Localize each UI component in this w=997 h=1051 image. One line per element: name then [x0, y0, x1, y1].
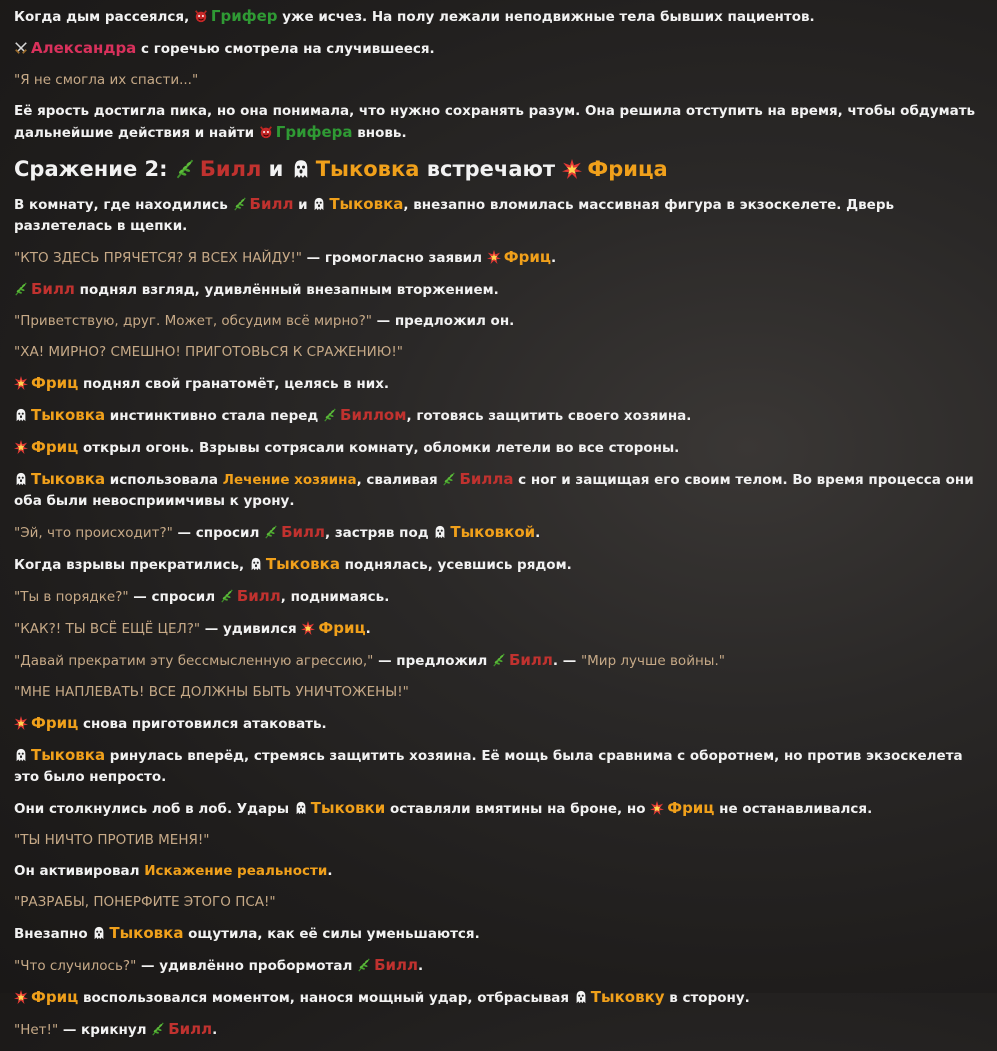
narration-text: В комнату, где находились	[14, 197, 233, 213]
name-bill: Билл	[508, 651, 553, 669]
story-paragraph	[14, 311, 983, 332]
narration-text: — удивился	[200, 621, 302, 637]
name-highlight: Тыковка	[315, 157, 420, 181]
name-highlight: Фриц	[31, 714, 79, 732]
narration-text: — крикнул	[58, 1022, 152, 1038]
narration-text: воспользовался моментом, нанося мощный удар, отбрасывая	[78, 990, 574, 1006]
narration-text: .	[212, 1022, 218, 1038]
story-paragraph	[14, 1019, 983, 1041]
name-highlight: Фриц	[31, 438, 79, 456]
quote-line	[14, 892, 983, 913]
devil-face-icon	[259, 125, 273, 139]
narration-text: Он активировал	[14, 863, 145, 879]
ghost-icon	[14, 472, 28, 486]
herb-leaf-icon	[220, 589, 234, 603]
story-paragraph	[14, 955, 983, 977]
quote-line	[14, 682, 983, 703]
ghost-icon	[249, 557, 263, 571]
narration-text: поднял свой гранатомёт, целясь в них.	[78, 376, 390, 392]
devil-face-icon	[194, 9, 208, 23]
name-highlight: Лечение хозяина	[222, 472, 357, 488]
quote-text: "Давай прекратим эту бессмысленную агрессию,"	[14, 653, 374, 669]
explosion-icon	[562, 159, 582, 179]
name-bill: Билл	[168, 1020, 213, 1038]
quote-text: "КТО ЗДЕСЬ ПРЯЧЕТСЯ? Я ВСЕХ НАЙДУ!"	[14, 250, 302, 266]
narration-text: поднялась, усевшись рядом.	[339, 557, 572, 573]
quote-text: "Нет!"	[14, 1022, 59, 1038]
story-paragraph	[14, 987, 983, 1009]
narration-text: — предложил он.	[371, 313, 515, 329]
story-paragraph	[14, 713, 983, 735]
narration-text: поднял взгляд, удивлённый внезапным вторжением.	[74, 282, 499, 298]
narration-text: Когда дым рассеялся,	[14, 9, 194, 25]
story-paragraph	[14, 38, 983, 60]
name-bill: Билл	[31, 280, 75, 298]
name-highlight: Тыковки	[310, 799, 386, 817]
herb-leaf-icon	[14, 282, 28, 296]
name-highlight: Фриц	[503, 248, 551, 266]
story-paragraph	[14, 373, 983, 395]
quote-text: "Приветствую, друг. Может, обсудим всё мирно?"	[14, 313, 372, 329]
story-paragraph	[14, 194, 983, 237]
quote-text: "КАК?! ТЫ ВСЁ ЕЩЁ ЦЕЛ?"	[14, 621, 201, 637]
story-paragraph	[14, 554, 983, 576]
ghost-icon	[92, 926, 106, 940]
narration-text: .	[535, 525, 541, 541]
narration-text: — удивлённо пробормотал	[136, 958, 358, 974]
herb-leaf-icon	[323, 408, 337, 422]
narration-text: "РАЗРАБЫ, ПОНЕРФИТЕ ЭТОГО ПСА!"	[14, 894, 276, 910]
name-griefer: Грифера	[275, 123, 353, 141]
name-highlight: Тыковка	[265, 555, 340, 573]
name-highlight: Фриц	[31, 374, 79, 392]
name-highlight: Тыковка	[31, 406, 106, 424]
herb-leaf-icon	[492, 653, 506, 667]
name-highlight: Тыковка	[31, 746, 106, 764]
herb-leaf-icon	[151, 1022, 165, 1036]
story-paragraph	[14, 437, 983, 459]
narration-text: в сторону.	[664, 990, 750, 1006]
quote-line	[14, 342, 983, 363]
name-highlight: Тыковкой	[450, 523, 536, 541]
story-paragraph	[14, 279, 983, 301]
narration-text: .	[327, 863, 333, 879]
story-paragraph	[14, 101, 983, 144]
explosion-icon	[487, 250, 501, 264]
narration-text: открыл огонь. Взрывы сотрясали комнату, обломки летели во все стороны.	[78, 440, 680, 456]
story-paragraph	[14, 405, 983, 427]
narration-text: и	[293, 197, 313, 213]
explosion-icon	[301, 621, 315, 635]
story-paragraph	[14, 745, 983, 788]
story-paragraph	[14, 861, 983, 882]
narration-text: использовала	[105, 472, 223, 488]
ghost-icon	[14, 748, 28, 762]
name-highlight: Искажение реальности	[144, 863, 328, 879]
name-bill: Билл	[236, 587, 281, 605]
narration-text: , готовясь защитить своего хозяина.	[406, 408, 692, 424]
narration-text: , застряв под	[324, 525, 434, 541]
name-alexandra: Александра	[31, 39, 137, 57]
explosion-icon	[14, 990, 28, 1004]
narration-text: ринулась вперёд, стремясь защитить хозяина. Её мощь была сравнима с оборотнем, но против экзоскелета это было непросто.	[14, 748, 963, 785]
name-highlight: Фриц	[31, 988, 79, 1006]
narration-text: "Я не смогла их спасти..."	[14, 72, 199, 88]
narration-text: встречают	[419, 157, 563, 181]
herb-leaf-icon	[233, 197, 247, 211]
name-highlight: Тыковка	[31, 470, 106, 488]
narration-text: инстинктивно стала перед	[105, 408, 324, 424]
herb-leaf-icon	[264, 525, 278, 539]
name-bill: Билла	[459, 470, 514, 488]
narration-text: снова приготовился атаковать.	[78, 716, 327, 732]
story-paragraph	[14, 6, 983, 28]
story-paragraph	[14, 469, 983, 512]
crossed-swords-icon	[14, 41, 28, 55]
name-highlight: Тыковку	[590, 988, 665, 1006]
narration-text: — предложил	[373, 653, 492, 669]
name-highlight: Фрица	[587, 157, 668, 181]
narration-text: уже исчез. На полу лежали неподвижные тела бывших пациентов.	[277, 9, 815, 25]
narration-text: Внезапно	[14, 926, 93, 942]
herb-leaf-icon	[442, 472, 456, 486]
explosion-icon	[650, 801, 664, 815]
narration-text: Они столкнулись лоб в лоб. Удары	[14, 801, 294, 817]
name-highlight: Тыковка	[329, 195, 404, 213]
quote-text: "Мир лучше войны."	[580, 653, 725, 669]
narration-text: . —	[552, 653, 581, 669]
narration-text: "ТЫ НИЧТО ПРОТИВ МЕНЯ!"	[14, 832, 210, 848]
ghost-icon	[574, 990, 588, 1004]
narration-text: Когда взрывы прекратились,	[14, 557, 249, 573]
narration-text: .	[550, 250, 557, 266]
name-highlight: Фриц	[667, 799, 715, 817]
narration-text: — громогласно заявил	[301, 250, 487, 266]
narration-text: , внезапно вломилась массивная фигура в экзоскелете. Дверь разлетелась в щепки.	[14, 197, 895, 234]
narration-text: и	[261, 157, 291, 181]
narration-text: оставляли вмятины на броне, но	[385, 801, 651, 817]
explosion-icon	[14, 376, 28, 390]
explosion-icon	[14, 716, 28, 730]
narration-text: "МНЕ НАПЛЕВАТЬ! ВСЕ ДОЛЖНЫ БЫТЬ УНИЧТОЖЕНЫ!"	[14, 684, 409, 700]
ghost-icon	[291, 159, 311, 179]
narration-text: Сражение 2:	[14, 157, 175, 181]
narration-text: .	[365, 621, 371, 637]
name-griefer: Грифер	[210, 7, 278, 25]
narration-text: — спросил	[128, 589, 220, 605]
quote-line	[14, 830, 983, 851]
herb-leaf-icon	[357, 958, 371, 972]
narration-text: ощутила, как её силы уменьшаются.	[183, 926, 480, 942]
name-bill: Биллом	[340, 406, 407, 424]
ghost-icon	[14, 408, 28, 422]
story-paragraph	[14, 522, 983, 544]
story-paragraph	[14, 586, 983, 608]
story-paragraph	[14, 923, 983, 945]
story-paragraph	[14, 247, 983, 269]
story-paragraph	[14, 618, 983, 640]
narration-text: Её ярость достигла пика, но она понимала, что нужно сохранять разум. Она решила отступить на время, чтобы обдумать дальнейшие действия и найти	[14, 103, 976, 141]
narration-text: вновь.	[352, 125, 407, 141]
name-highlight: Тыковка	[109, 924, 184, 942]
narration-text: с ног и защищая его своим телом. Во время процесса они оба были невосприимчивы к урону.	[14, 472, 974, 509]
ghost-icon	[294, 801, 308, 815]
quote-line	[14, 70, 983, 91]
name-bill: Билл	[281, 523, 325, 541]
ghost-icon	[312, 197, 326, 211]
name-highlight: Фриц	[318, 619, 366, 637]
quote-text: "Эй, что происходит?"	[14, 525, 173, 541]
narration-text: не останавливался.	[714, 801, 873, 817]
name-bill: Билл	[249, 195, 294, 213]
explosion-icon	[14, 440, 28, 454]
name-bill: Билл	[374, 956, 418, 974]
story-paragraph	[14, 798, 983, 820]
narration-text: .	[417, 958, 424, 974]
narration-text: , поднимаясь.	[280, 589, 390, 605]
name-bill: Билл	[199, 157, 262, 181]
narration-text: — спросил	[172, 525, 265, 541]
battle-heading	[14, 156, 983, 182]
narration-text: с горечью смотрела на случившееся.	[136, 41, 435, 57]
narration-text: , сваливая	[356, 472, 443, 488]
ghost-icon	[433, 525, 447, 539]
narration-text: "ХА! МИРНО? СМЕШНО! ПРИГОТОВЬСЯ К СРАЖЕНИЮ!"	[14, 344, 403, 360]
quote-text: "Ты в порядке?"	[14, 589, 129, 605]
quote-text: "Что случилось?"	[14, 958, 137, 974]
herb-leaf-icon	[175, 159, 195, 179]
story-paragraph	[14, 650, 983, 672]
